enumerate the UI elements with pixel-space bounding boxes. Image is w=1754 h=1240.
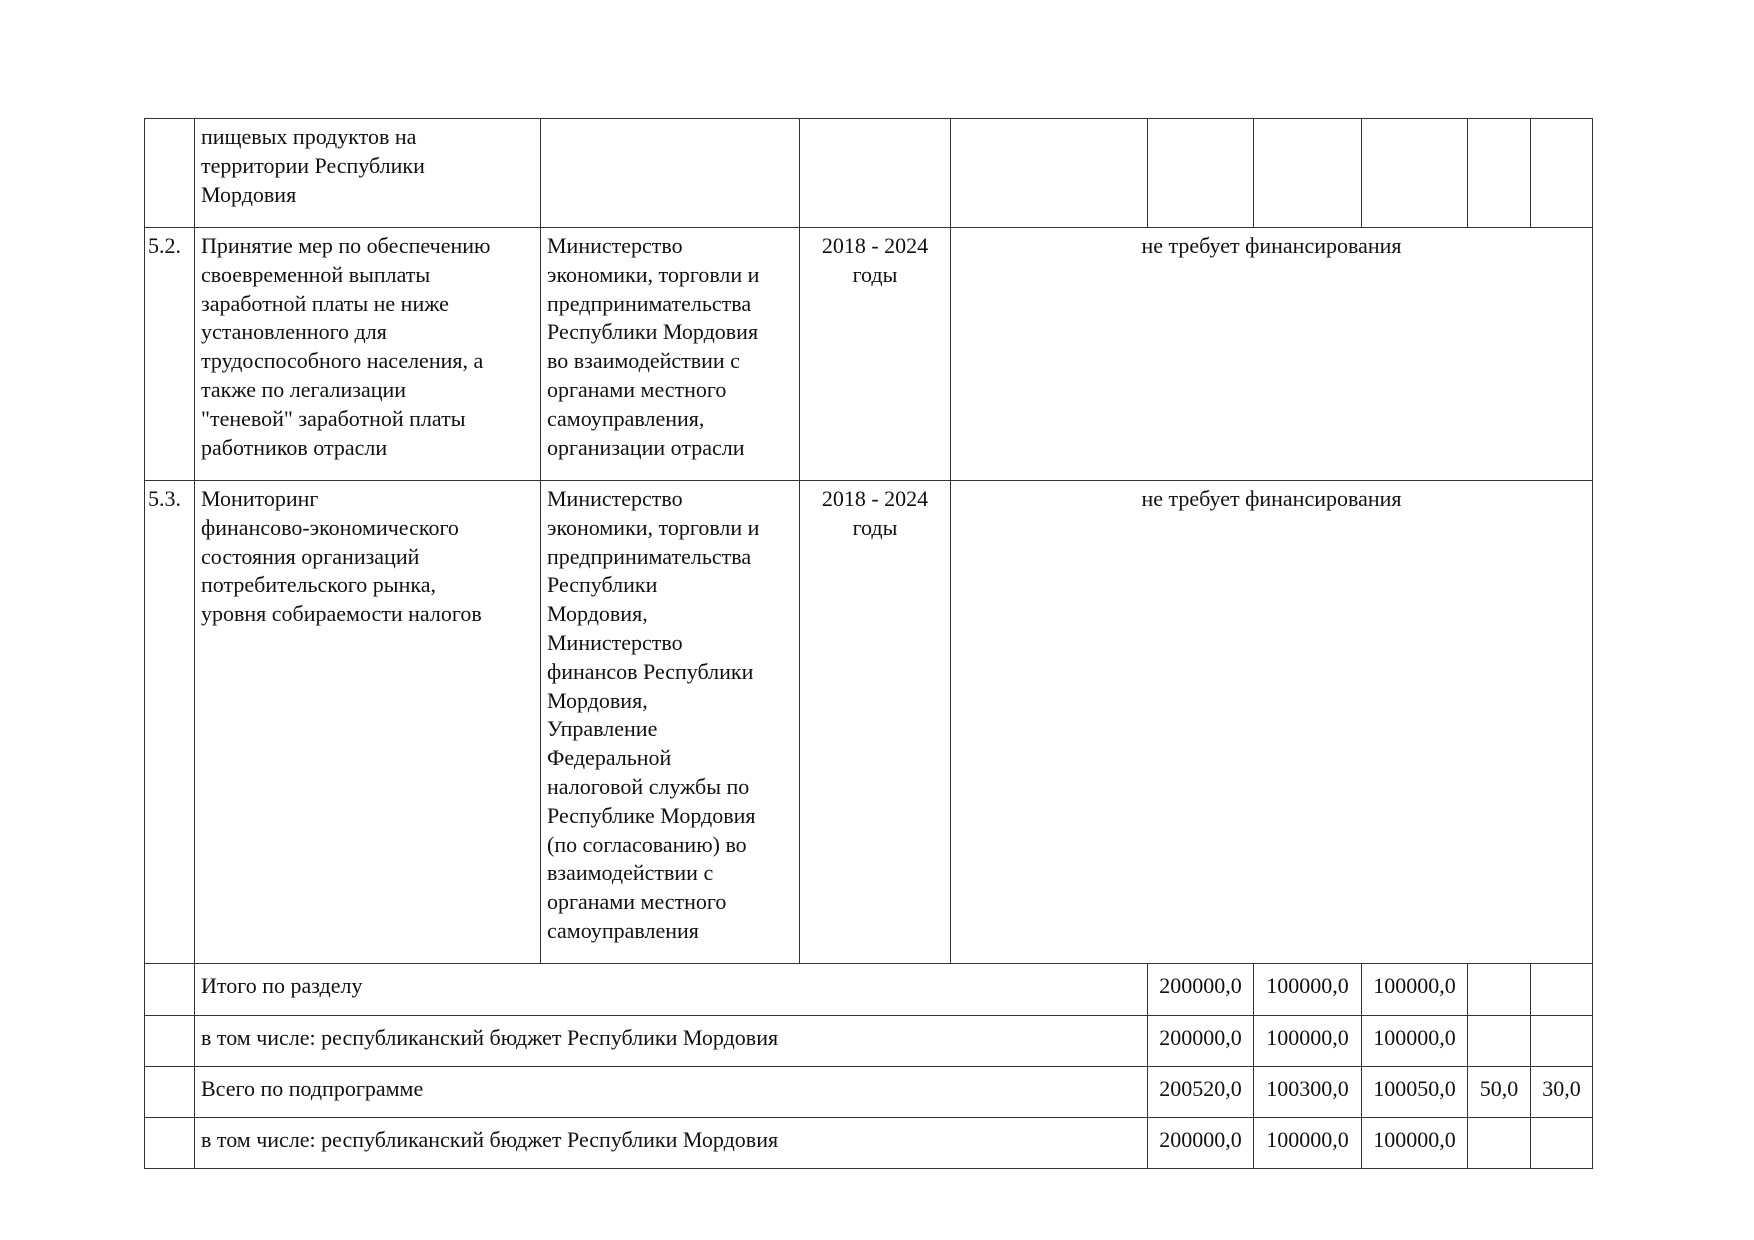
total-row xyxy=(145,964,1593,1016)
empty-cell xyxy=(1468,119,1531,228)
table-row xyxy=(145,228,1593,481)
total-value: 200000,0 xyxy=(1148,1016,1254,1067)
total-value: 200000,0 xyxy=(1148,964,1254,1016)
empty-cell xyxy=(951,119,1148,228)
program-measures-table xyxy=(144,118,1593,1169)
measure-name: Мониторинг финансово-экономического состояния организаций потребительского рынка, уровня собираемости налогов xyxy=(195,481,541,964)
total-value xyxy=(1468,1016,1531,1067)
total-value xyxy=(1531,964,1593,1016)
total-value: 100050,0 xyxy=(1362,1067,1468,1118)
total-value: 100000,0 xyxy=(1362,1118,1468,1169)
empty-cell xyxy=(145,964,195,1016)
table-row xyxy=(145,119,1593,228)
empty-cell xyxy=(145,1067,195,1118)
period: 2018 - 2024 годы xyxy=(800,481,951,964)
row-number: 5.2. xyxy=(145,228,195,481)
total-value xyxy=(1468,1118,1531,1169)
total-value: 100000,0 xyxy=(1254,964,1362,1016)
total-label: Итого по разделу xyxy=(195,964,1148,1016)
total-label: в том числе: республиканский бюджет Республики Мордовия xyxy=(195,1016,1148,1067)
row-number: 5.3. xyxy=(145,481,195,964)
total-label: Всего по подпрограмме xyxy=(195,1067,1148,1118)
executor: Министерство экономики, торговли и предпринимательства Республики Мордовия во взаимодействии с органами местного самоуправления, организации отрасли xyxy=(541,228,800,481)
executor: Министерство экономики, торговли и предпринимательства Республики Мордовия, Министерство финансов Республики Мордовия, Управление Федеральной налоговой службы по Республике Мордовия (по согласованию) во взаимодействии с органами местного самоуправления xyxy=(541,481,800,964)
empty-cell xyxy=(145,1118,195,1169)
executor xyxy=(541,119,800,228)
total-value: 100000,0 xyxy=(1362,964,1468,1016)
measure-name: Принятие мер по обеспечению своевременной выплаты заработной платы не ниже установленного для трудоспособного населения, а также по легализации "теневой" заработной платы работников отрасли xyxy=(195,228,541,481)
total-value: 100300,0 xyxy=(1254,1067,1362,1118)
financing-note: не требует финансирования xyxy=(951,481,1593,964)
empty-cell xyxy=(1148,119,1254,228)
total-value: 200000,0 xyxy=(1148,1118,1254,1169)
empty-cell xyxy=(1254,119,1362,228)
empty-cell xyxy=(1362,119,1468,228)
measure-name: пищевых продуктов на территории Республики Мордовия xyxy=(195,119,541,228)
total-value: 50,0 xyxy=(1468,1067,1531,1118)
empty-cell xyxy=(145,1016,195,1067)
total-value: 30,0 xyxy=(1531,1067,1593,1118)
table-row xyxy=(145,481,1593,964)
total-label: в том числе: республиканский бюджет Республики Мордовия xyxy=(195,1118,1148,1169)
total-row xyxy=(145,1118,1593,1169)
total-value: 100000,0 xyxy=(1254,1016,1362,1067)
period xyxy=(800,119,951,228)
row-number xyxy=(145,119,195,228)
total-value xyxy=(1531,1016,1593,1067)
financing-note: не требует финансирования xyxy=(951,228,1593,481)
total-row xyxy=(145,1067,1593,1118)
total-value xyxy=(1531,1118,1593,1169)
total-value: 100000,0 xyxy=(1254,1118,1362,1169)
total-value xyxy=(1468,964,1531,1016)
empty-cell xyxy=(1531,119,1593,228)
total-value: 100000,0 xyxy=(1362,1016,1468,1067)
total-row xyxy=(145,1016,1593,1067)
total-value: 200520,0 xyxy=(1148,1067,1254,1118)
period: 2018 - 2024 годы xyxy=(800,228,951,481)
